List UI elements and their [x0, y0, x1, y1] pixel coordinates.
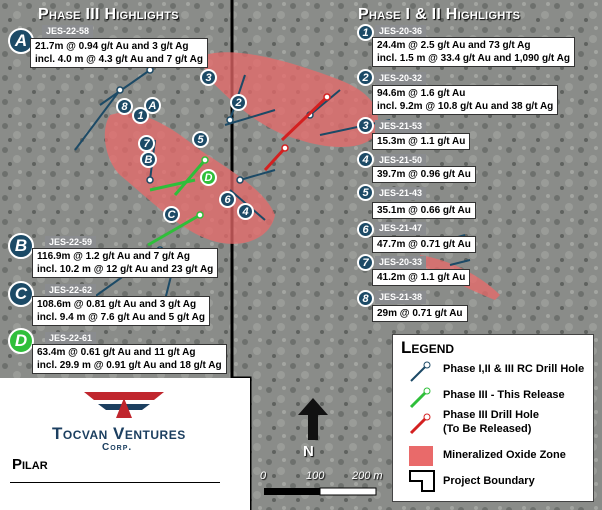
legend-item-pending-note: (To Be Released)	[443, 423, 532, 435]
legend-title: Legend	[401, 338, 455, 357]
map-label-3: 3	[200, 69, 217, 86]
legend-item-rc: Phase I,II & III RC Drill Hole	[443, 363, 585, 375]
map-label-8: 8	[116, 98, 133, 115]
map-label-C: C	[163, 206, 180, 223]
hole-id: JES-20-33	[375, 256, 426, 269]
hole-id: JES-22-61	[45, 332, 96, 345]
legend	[392, 334, 594, 502]
map-label-B: B	[140, 151, 157, 168]
map-label-4: 4	[237, 203, 254, 220]
legend-item-zone: Mineralized Oxide Zone	[443, 449, 566, 461]
result-box: 29m @ 0.71 g/t Au	[372, 305, 468, 322]
hole-id: JES-22-62	[45, 284, 96, 297]
result-box: 21.7m @ 0.94 g/t Au and 3 g/t Ag incl. 4.0 m @ 4.3 g/t Au and 7 g/t Ag	[30, 38, 208, 68]
result-box: 47.7m @ 0.71 g/t Au	[372, 236, 476, 253]
map-label-A: A	[144, 97, 161, 114]
result-box: 35.1m @ 0.66 g/t Au	[372, 202, 476, 219]
hole-id: JES-22-59	[45, 236, 96, 249]
legend-item-release: Phase III - This Release	[443, 389, 565, 401]
badge-2: 2	[357, 69, 374, 86]
scale-label-100: 100	[306, 470, 325, 482]
company-corp: Corp.	[102, 442, 133, 453]
hole-id: JES-21-53	[375, 120, 426, 133]
legend-item-pending: Phase III Drill Hole	[443, 409, 539, 421]
badge-4: 4	[357, 151, 374, 168]
badge-D: D	[8, 328, 34, 354]
phase12-header: Phase I & II Highlights	[358, 6, 521, 23]
badge-B: B	[8, 233, 34, 259]
map-label-6: 6	[219, 191, 236, 208]
tocvan-logo-icon	[84, 388, 164, 422]
project-name: Pilar	[12, 456, 48, 473]
hole-id: JES-22-58	[42, 25, 93, 38]
result-box: 39.7m @ 0.96 g/t Au	[372, 166, 476, 183]
hole-id: JES-20-32	[375, 72, 426, 85]
map-label-D: D	[200, 169, 217, 186]
scale-label-0: 0	[260, 470, 267, 482]
logo-panel	[0, 378, 250, 510]
result-box: 116.9m @ 1.2 g/t Au and 7 g/t Ag incl. 10.2 m @ 12 g/t Au and 23 g/t Ag	[32, 248, 218, 278]
map-label-5: 5	[192, 131, 209, 148]
result-box: 108.6m @ 0.81 g/t Au and 3 g/t Ag incl. 9.4 m @ 7.6 g/t Au and 5 g/t Ag	[32, 296, 210, 326]
badge-1: 1	[357, 24, 374, 41]
north-label: N	[303, 443, 314, 460]
result-box: 94.6m @ 1.6 g/t Au incl. 9.2m @ 10.8 g/t Au and 38 g/t Ag	[372, 85, 558, 115]
result-box: 41.2m @ 1.1 g/t Au	[372, 269, 470, 286]
hole-id: JES-21-38	[375, 291, 426, 304]
badge-7: 7	[357, 254, 374, 271]
phase3-header: Phase III Highlights	[38, 6, 179, 23]
hole-id: JES-20-36	[375, 25, 426, 38]
hole-id: JES-21-50	[375, 154, 426, 167]
hole-id: JES-21-47	[375, 222, 426, 235]
result-box: 24.4m @ 2.5 g/t Au and 73 g/t Ag incl. 1.5 m @ 33.4 g/t Au and 1,090 g/t Ag	[372, 37, 575, 67]
result-box: 15.3m @ 1.1 g/t Au	[372, 133, 470, 150]
divider	[10, 482, 220, 483]
result-box: 63.4m @ 0.61 g/t Au and 11 g/t Ag incl. 29.9 m @ 0.91 g/t Au and 18 g/t Ag	[32, 344, 227, 374]
badge-6: 6	[357, 221, 374, 238]
badge-A: A	[8, 28, 34, 54]
badge-5: 5	[357, 184, 374, 201]
badge-8: 8	[357, 290, 374, 307]
badge-3: 3	[357, 117, 374, 134]
legend-symbols	[407, 361, 437, 497]
legend-item-boundary: Project Boundary	[443, 475, 535, 487]
scale-label-200: 200 m	[352, 470, 383, 482]
hole-id: JES-21-43	[375, 187, 426, 200]
map-label-1: 1	[132, 107, 149, 124]
map-label-2: 2	[230, 94, 247, 111]
map-label-7: 7	[138, 135, 155, 152]
badge-C: C	[8, 281, 34, 307]
company-name: Tocvan Ventures	[52, 424, 186, 443]
scale-bar	[264, 488, 376, 495]
